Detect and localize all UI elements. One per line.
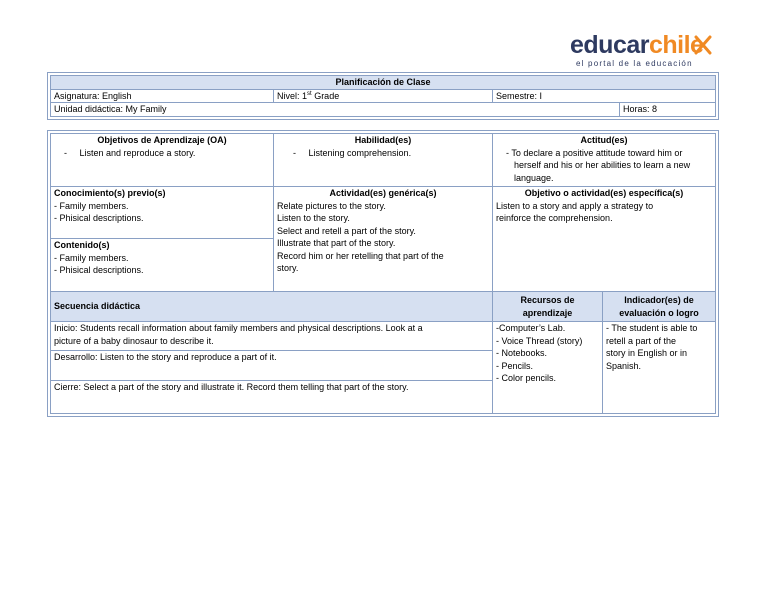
indicators-title-line: evaluación o logro — [619, 307, 699, 318]
resource-item: -Computer’s Lab. — [496, 323, 566, 333]
resource-item: - Color pencils. — [496, 373, 557, 383]
sequence-title: Secuencia didáctica — [51, 292, 493, 322]
indicator-line: retell a part of the — [606, 335, 677, 346]
plan-title: Planificación de Clase — [51, 76, 716, 90]
resources-title-line: aprendizaje — [522, 307, 573, 318]
content-cell — [51, 239, 274, 292]
resource-item: - Pencils. — [496, 360, 534, 371]
indicator-line: story in English or in — [606, 348, 688, 358]
logo-wordmark — [570, 30, 703, 60]
sequence-start-cell — [51, 322, 493, 351]
indicators-title-line: Indicador(es) de — [624, 295, 694, 305]
logo-tagline: el portal de la educación — [576, 59, 693, 68]
skill-title: Habilidad(es) — [354, 135, 412, 145]
unit-cell: Unidad didáctica: My Family — [51, 103, 620, 117]
prev-knowledge-title: Conocimiento(s) previo(s) — [54, 188, 166, 198]
specific-activities-cell — [493, 187, 716, 292]
generic-activity-item: Relate pictures to the story. — [277, 200, 386, 211]
resources-title — [493, 292, 603, 322]
sequence-development-cell: Desarrollo: Listen to the story and reproduce a part of it. — [51, 351, 493, 381]
indicator-line: - The student is able to — [606, 323, 698, 333]
content-title: Contenido(s) — [54, 240, 110, 250]
oa-cell — [51, 134, 274, 187]
oa-title: Objetivos de Aprendizaje (OA) — [97, 135, 227, 145]
prev-knowledge-item: - Family members. — [54, 200, 129, 211]
skill-cell — [274, 134, 493, 187]
sequence-closure-cell: Cierre: Select a part of the story and illustrate it. Record them telling that part of the story. — [51, 381, 493, 414]
indicators-title — [603, 292, 716, 322]
prev-knowledge-item: - Phisical descriptions. — [54, 213, 144, 223]
generic-activity-item: Illustrate that part of the story. — [277, 238, 396, 248]
semester-cell: Semestre: I — [493, 89, 716, 103]
specific-activity-line: Listen to a story and apply a strategy to — [496, 200, 654, 211]
sequence-start-line: Inicio: Students recall information about family members and physical descriptions. Look at a — [54, 323, 423, 333]
educarchile-logo — [570, 30, 720, 72]
attitude-line-2: herself and his or her abilities to learn a new — [514, 160, 691, 170]
specific-activity-line: reinforce the comprehension. — [496, 213, 613, 223]
resource-item: - Voice Thread (story) — [496, 335, 583, 346]
indicators-cell — [603, 322, 716, 414]
prev-knowledge-cell — [51, 187, 274, 239]
indicator-line: Spanish. — [606, 360, 642, 371]
sequence-start-line: picture of a baby dinosaur to describe it. — [54, 335, 214, 346]
content-item: - Family members. — [54, 252, 129, 263]
attitude-cell — [493, 134, 716, 187]
oa-item-text: Listen and reproduce a story. — [79, 147, 196, 158]
resources-title-line: Recursos de — [520, 295, 575, 305]
header-table — [50, 75, 716, 117]
generic-activity-item: Select and retell a part of the story. — [277, 225, 416, 236]
logo-mark-icon — [694, 34, 712, 56]
resource-item: - Notebooks. — [496, 348, 548, 358]
generic-activities-title: Actividad(es) genérica(s) — [329, 188, 437, 198]
resources-cell — [493, 322, 603, 414]
generic-activities-cell — [274, 187, 493, 292]
attitude-line-3: language. — [514, 172, 554, 183]
oa-item: - Listen and reproduce a story. — [64, 147, 196, 158]
logo-brand-main: educar — [570, 31, 649, 59]
planning-table — [50, 133, 716, 414]
level-cell — [274, 89, 493, 103]
subject-cell: Asignatura: English — [51, 89, 274, 103]
skill-item: - Listening comprehension. — [293, 147, 412, 158]
generic-activity-item: Record him or her retelling that part of the — [277, 250, 444, 261]
specific-activities-title: Objetivo o actividad(es) específica(s) — [524, 188, 684, 198]
level-sup: st — [307, 90, 312, 97]
level-prefix: Nivel: 1 — [277, 90, 308, 101]
generic-activity-item: Listen to the story. — [277, 213, 350, 223]
attitude-line-1: - To declare a positive attitude toward him or — [506, 147, 683, 158]
skill-item-text: Listening comprehension. — [308, 147, 412, 158]
attitude-title: Actitud(es) — [580, 135, 628, 145]
content-item: - Phisical descriptions. — [54, 265, 144, 275]
level-suffix: Grade — [311, 90, 340, 101]
generic-activity-item: story. — [277, 263, 299, 273]
logo-brand-accent: chile — [648, 31, 704, 59]
hours-cell: Horas: 8 — [620, 103, 716, 117]
